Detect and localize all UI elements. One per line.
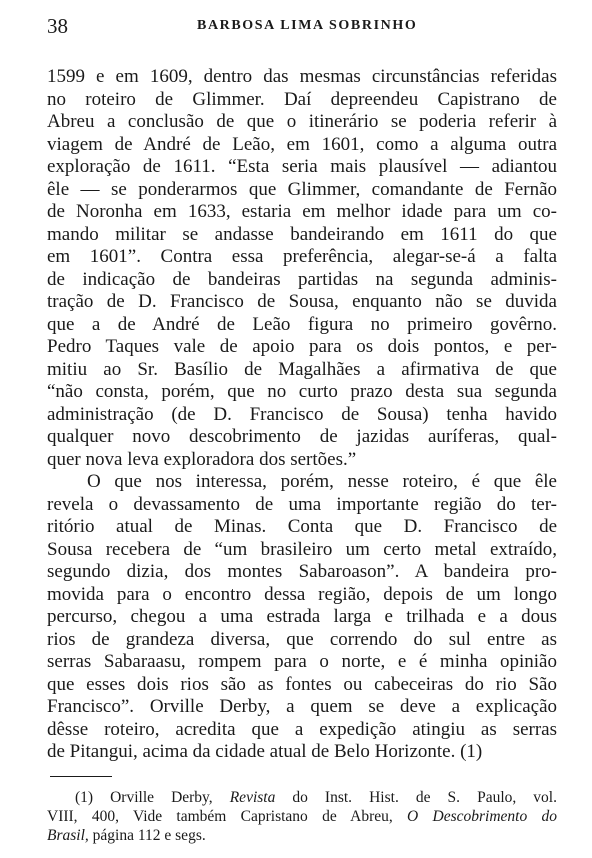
text-line: serras Sabaraasu, rompem para o norte, e é minha opinião (47, 651, 557, 672)
text-line: mando militar se andasse bandeirando em 1611 do que (47, 223, 557, 245)
paragraph-start-line: O que nos interessa, porém, nesse roteiro, é que êle (87, 471, 557, 492)
page-number: 38 (47, 14, 68, 38)
page-header (47, 14, 557, 40)
footnote-divider (50, 776, 112, 777)
text-line: em 1601”. Contra essa preferência, alegar-se-á a falta (47, 246, 557, 267)
text-line: Sousa recebera de “um brasileiro um certo metal extraído, (47, 538, 557, 560)
footnote-italic-text: Brasil, (47, 827, 89, 844)
text-line: Pedro Taques vale de apoio para os dois pontos, e per- (47, 336, 557, 357)
text-line: segundo dizia, dos montes Sabaroason”. A bandeira pro- (47, 561, 557, 582)
footnote-line (47, 807, 557, 826)
text-line: exploração de 1611. “Esta seria mais plausível — adiantou (47, 156, 557, 177)
footnote-line (47, 788, 557, 807)
footnote-text: VIII, 400, Vide também Capristano de Abreu, (47, 808, 408, 825)
text-line: que a de André de Leão figura no primeiro govêrno. (47, 313, 557, 335)
text-line: mitiu ao Sr. Basílio de Magalhães a afirmativa de que (47, 358, 557, 380)
text-line: Abreu a conclusão de que o itinerário se poderia referir à (47, 111, 557, 132)
footnote-italic-text: O Descobrimento do (407, 808, 557, 825)
footnote-text: (1) Orville Derby, (75, 789, 230, 806)
paragraph-end-line: de Pitangui, acima da cidade atual de Belo Horizonte. (1) (47, 741, 483, 762)
footnote-italic-text: Revista (229, 789, 276, 806)
text-line: de indicação de bandeiras partidas na segunda adminis- (47, 268, 557, 290)
text-line: 1599 e em 1609, dentro das mesmas circunstâncias referidas (47, 66, 557, 87)
text-line: de Noronha em 1633, estaria em melhor idade para um co- (47, 201, 557, 222)
text-line: tração de D. Francisco de Sousa, enquanto não se duvida (47, 291, 557, 312)
text-line: que esses dois rios são as fontes ou cabeceiras do rio São (47, 673, 557, 695)
text-line: percurso, chegou a uma estrada larga e trilhada e a dous (47, 606, 557, 627)
text-line: “não consta, porém, que no curto prazo desta sua segunda (47, 381, 557, 402)
text-line: revela o devassamento de uma importante região do ter- (47, 493, 557, 515)
running-head: BARBOSA LIMA SOBRINHO (197, 18, 418, 33)
footnote (47, 788, 557, 845)
text-line: administração (de D. Francisco de Sousa) tenha havido (47, 403, 557, 425)
text-line: qualquer novo descobrimento de jazidas auríferas, qual- (47, 426, 557, 447)
text-line: Francisco”. Orville Derby, a quem se deve a explicação (47, 696, 557, 717)
footnote-text: do Inst. Hist. de S. Paulo, vol. (275, 789, 557, 806)
text-line: êle — se ponderarmos que Glimmer, comandante de Fernão (47, 178, 557, 200)
text-line: movida para o encontro dessa região, depois de um longo (47, 583, 557, 605)
paragraph-end-line: quer nova leva exploradora dos sertões.” (47, 448, 357, 470)
text-line: dêsse roteiro, acredita que a expedição atingiu as serras (47, 718, 557, 740)
text-line: rios de grandeza diversa, que correndo do sul entre as (47, 628, 557, 650)
footnote-text: página 112 e segs. (88, 827, 206, 844)
text-line: no roteiro de Glimmer. Daí depreendeu Capistrano de (47, 88, 557, 110)
body-text (47, 66, 557, 764)
footnote-line (47, 826, 557, 845)
text-line: ritório atual de Minas. Conta que D. Francisco de (47, 516, 557, 537)
text-line: viagem de André de Leão, em 1601, como a alguma outra (47, 133, 557, 155)
